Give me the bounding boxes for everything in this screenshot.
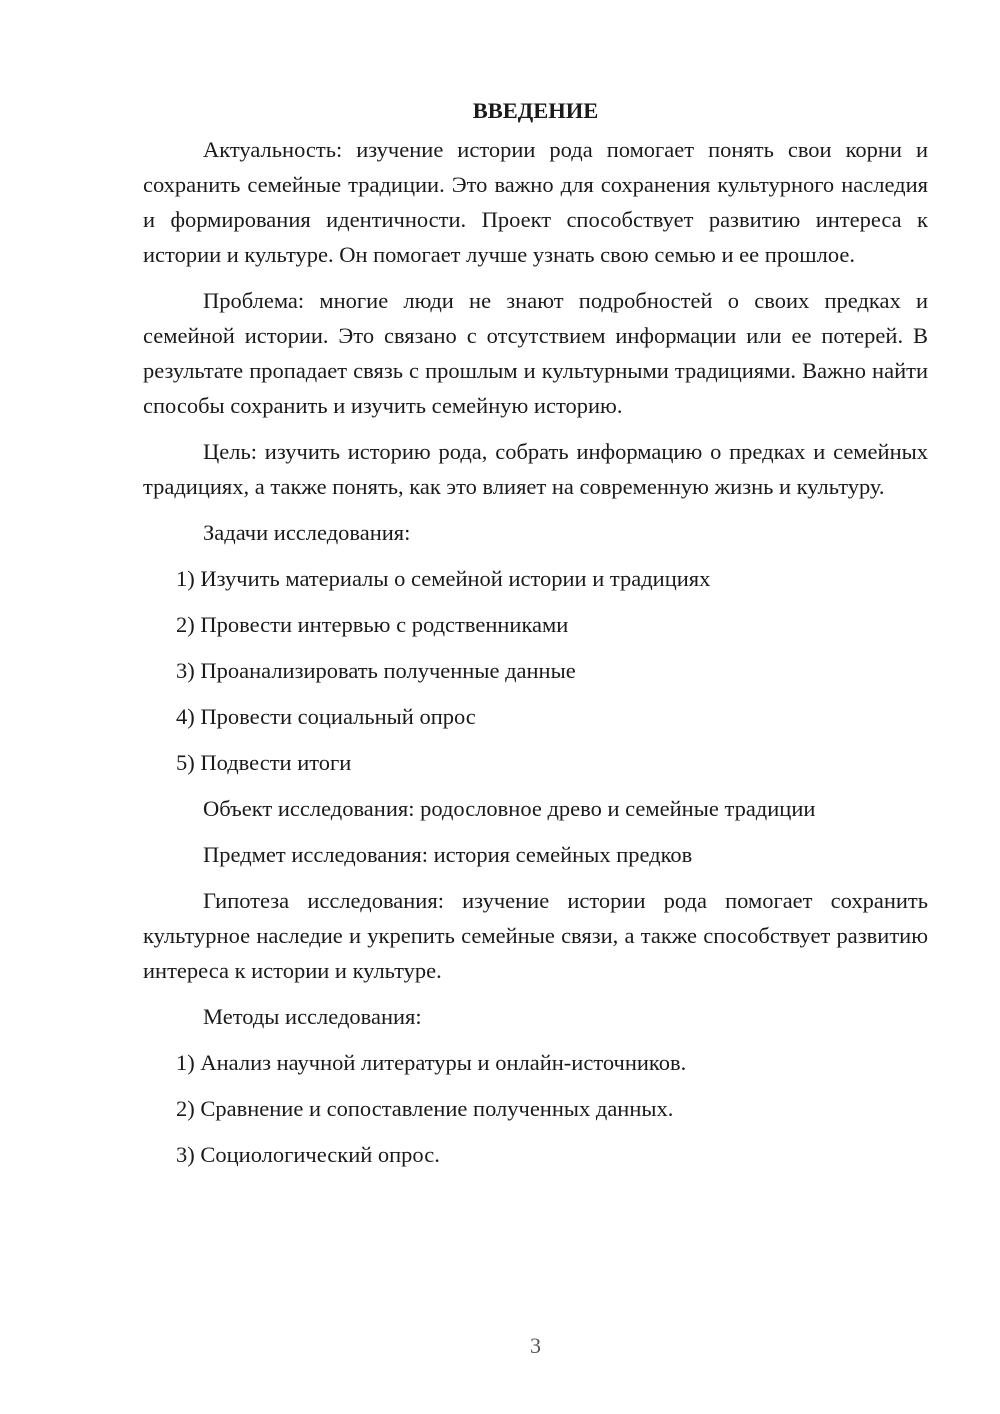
task-item: 3) Проанализировать полученные данные (176, 658, 576, 683)
task-item: 2) Провести интервью с родственниками (176, 612, 569, 637)
methods-heading: Методы исследования: (203, 1004, 422, 1029)
object-paragraph: Объект исследования: родословное древо и семейные традиции (203, 796, 816, 821)
page-title: ВВЕДЕНИЕ (472, 98, 599, 123)
method-item: 2) Сравнение и сопоставление полученных данных. (176, 1096, 674, 1121)
relevance-paragraph: Актуальность: изучение истории рода помогает понять свои корни и сохранить семейные традиции. Это важно для сохранения культурного наследия и формирования идентичности. Проект способствует развитию интереса к истории и культуре. Он помогает лучше узнать свою семью и ее прошлое. (143, 137, 928, 267)
hypothesis-paragraph: Гипотеза исследования: изучение истории рода помогает сохранить культурное наследие и укрепить семейные связи, а также способствует развитию интереса к истории и культуре. (143, 888, 928, 983)
subject-paragraph: Предмет исследования: история семейных предков (203, 842, 693, 867)
method-item: 3) Социологический опрос. (176, 1142, 440, 1167)
task-item: 4) Провести социальный опрос (176, 704, 476, 729)
task-item: 5) Подвести итоги (176, 750, 352, 775)
page-number: 3 (530, 1333, 541, 1358)
page-content (143, 96, 928, 1183)
tasks-heading: Задачи исследования: (203, 520, 411, 545)
problem-paragraph: Проблема: многие люди не знают подробностей о своих предках и семейной истории. Это связано с отсутствием информации или ее потерей. В результате пропадает связь с прошлым и культурными традициями. Важно найти способы сохранить и изучить семейную историю. (143, 288, 928, 418)
method-item: 1) Анализ научной литературы и онлайн-источников. (176, 1050, 687, 1075)
goal-paragraph: Цель: изучить историю рода, собрать информацию о предках и семейных традициях, а также понять, как это влияет на современную жизнь и культуру. (143, 439, 928, 499)
task-item: 1) Изучить материалы о семейной истории и традициях (176, 566, 711, 591)
